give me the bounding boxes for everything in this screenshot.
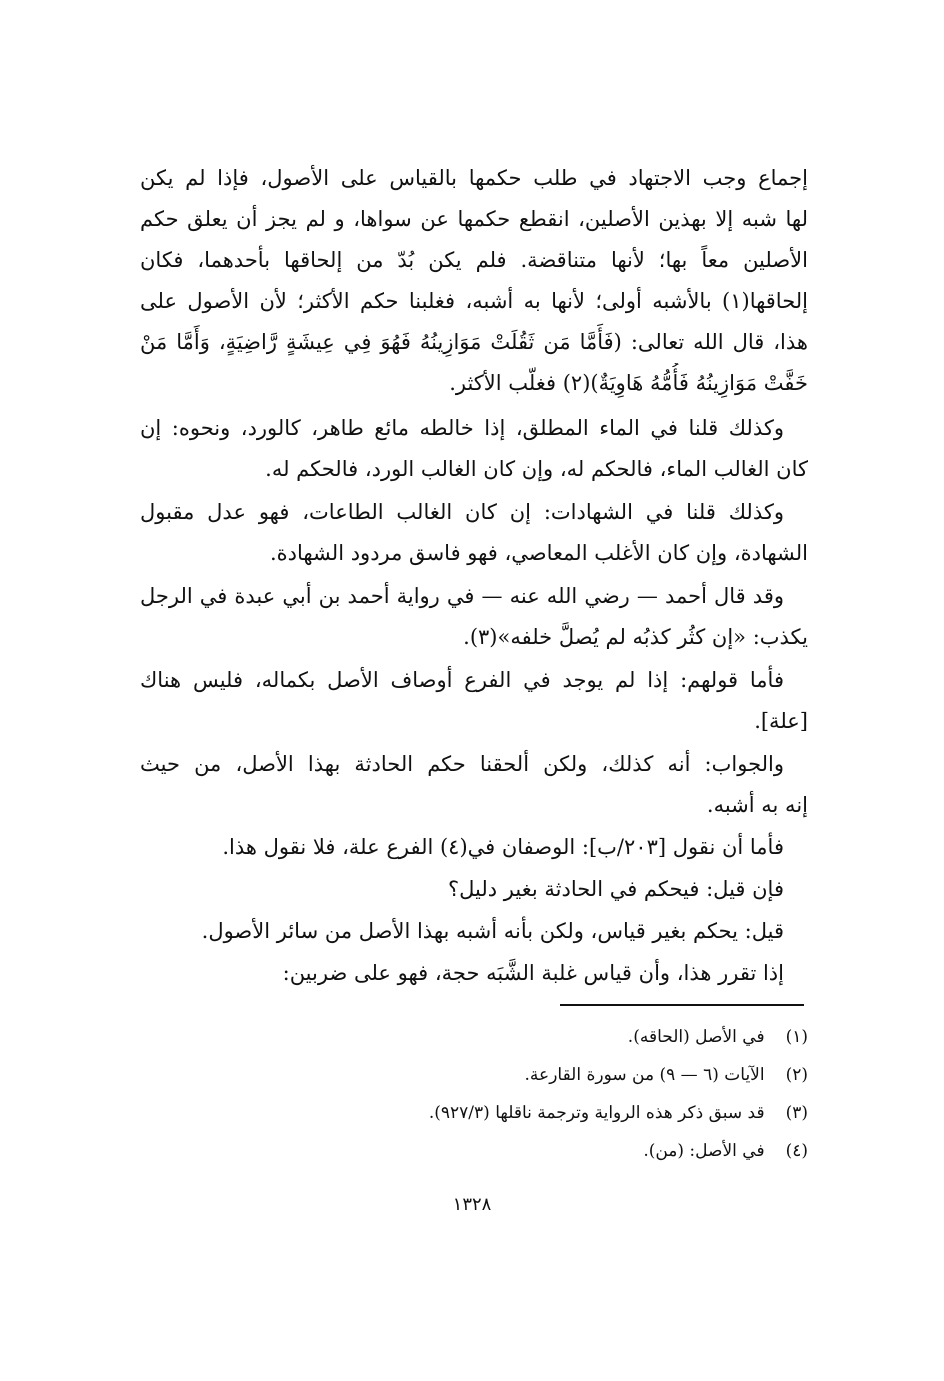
- body-line-1: إجماع وجب الاجتهاد في طلب حكمها بالقياس على الأصول، فإذا لم يكن: [140, 166, 808, 190]
- footnote-number: (١): [785, 1027, 808, 1047]
- body-line-16: إنه به أشبه.: [706, 793, 808, 817]
- body-line-10: الشهادة، وإن كان الأغلب المعاصي، فهو فاسق مردود الشهادة.: [269, 541, 808, 565]
- footnote-number: (٣): [785, 1103, 808, 1123]
- body-line-4: إلحاقها(١) بالأشبه أولى؛ لأنها به أشبه، فغلبنا حكم الأكثر؛ لأن الأصول على: [140, 289, 808, 313]
- body-line-18: فإن قيل: فيحكم في الحادثة بغير دليل؟: [448, 877, 784, 901]
- footnote-text: الآيات (٦ — ٩) من سورة القارعة.: [524, 1065, 765, 1085]
- body-line-2: لها شبه إلا بهذين الأصلين، انقطع حكمها عن سواها، و لم يجز أن يعلق حكم: [140, 207, 808, 231]
- body-line-9: وكذلك قلنا في الشهادات: إن كان الغالب الطاعات، فهو عدل مقبول: [140, 500, 784, 524]
- footnote-1: [288, 1022, 808, 1052]
- footnote-2: [288, 1060, 808, 1090]
- footnote-text: قد سبق ذكر هذه الرواية وترجمة ناقلها (٩٢٧/٣).: [428, 1103, 765, 1123]
- body-line-19: قيل: يحكم بغير قياس، ولكن بأنه أشبه بهذا الأصل من سائر الأصول.: [201, 919, 784, 943]
- footnote-text: في الأصل (الحاقه).: [627, 1027, 765, 1047]
- footnote-number: (٤): [785, 1141, 808, 1161]
- body-line-7: وكذلك قلنا في الماء المطلق، إذا خالطه مائع طاهر، كالورد، ونحوه: إن: [140, 416, 784, 440]
- footnote-text: في الأصل: (من).: [643, 1141, 765, 1161]
- body-line-12: يكذب: «إن كثُر كذبُه لم يُصلَّ خلفه»(٣).: [463, 625, 808, 649]
- body-line-3: الأصلين معاً بها؛ لأنها متناقضة. فلم يكن بُدّ من إلحاقها بأحدهما، فكان: [140, 248, 808, 272]
- footnote-number: (٢): [785, 1065, 808, 1085]
- body-line-6: خَفَّتْ مَوَازِينُهُ فَأُمُّهُ هَاوِيَةٌ)(٢) فغلّب الأكثر.: [449, 371, 808, 395]
- footnote-3: [288, 1098, 808, 1128]
- footnote-separator: [560, 1004, 804, 1006]
- body-line-15: والجواب: أنه كذلك، ولكن ألحقنا حكم الحادثة بهذا الأصل، من حيث: [140, 752, 784, 776]
- body-line-13: فأما قولهم: إذا لم يوجد في الفرع أوصاف الأصل بكماله، فليس هناك: [140, 668, 784, 692]
- body-line-17: فأما أن نقول [٢٠٣/ب]: الوصفان في(٤) الفرع علة، فلا نقول هذا.: [222, 835, 784, 859]
- body-line-5: هذا، قال الله تعالى: (فَأَمَّا مَن ثَقُلَتْ مَوَازِينُهُ فَهُوَ فِي عِيشَةٍ رَّاضِيَةٍ، وَأَمَّا مَنْ: [140, 330, 808, 354]
- body-line-20: إذا تقرر هذا، وأن قياس غلبة الشَّبَه حجة، فهو على ضربين:: [282, 961, 784, 985]
- body-line-11: وقد قال أحمد — رضي الله عنه — في رواية أحمد بن أبي عبدة في الرجل: [140, 584, 784, 608]
- body-line-8: كان الغالب الماء، فالحكم له، وإن كان الغالب الورد، فالحكم له.: [265, 457, 808, 481]
- body-line-14: [علة].: [754, 709, 808, 733]
- page-number: ١٣٢٨: [452, 1194, 492, 1215]
- footnote-4: [288, 1136, 808, 1166]
